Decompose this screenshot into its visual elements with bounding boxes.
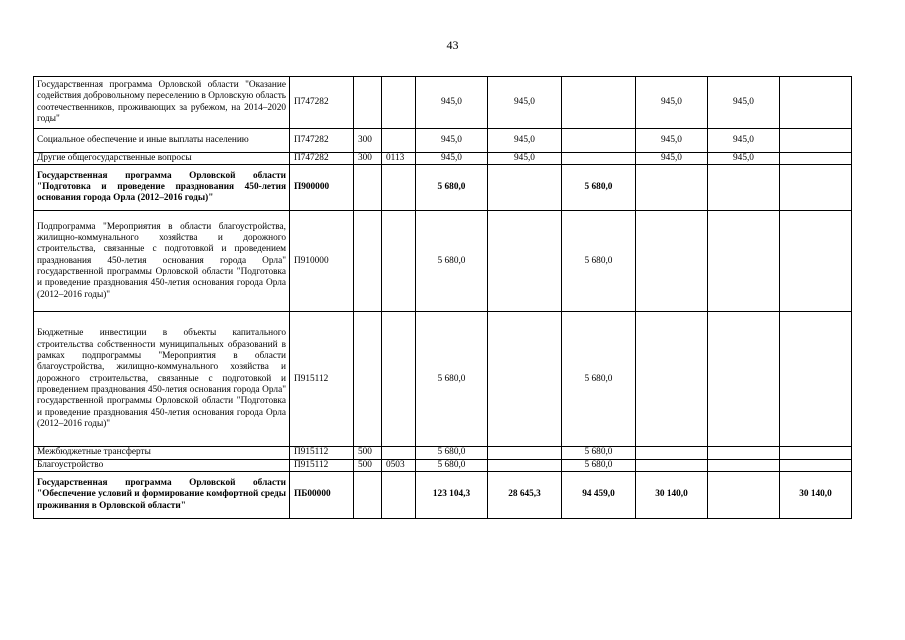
row-expense-type [354,77,382,129]
row-value-6: 30 140,0 [780,471,852,518]
row-value-4: 30 140,0 [636,471,708,518]
row-expense-type: 500 [354,447,382,459]
row-value-3: 94 459,0 [562,471,636,518]
row-value-6 [780,459,852,471]
row-value-2: 28 645,3 [488,471,562,518]
row-value-5 [708,312,780,447]
row-description: Другие общегосударственные вопросы [34,153,290,165]
row-value-2 [488,459,562,471]
row-total: 5 680,0 [416,459,488,471]
row-value-6 [780,447,852,459]
row-value-6 [780,77,852,129]
row-value-4: 945,0 [636,129,708,153]
row-value-4 [636,312,708,447]
row-section [382,77,416,129]
row-value-5 [708,165,780,211]
row-description: Межбюджетные трансферты [34,447,290,459]
row-value-5 [708,211,780,312]
table-body [34,77,852,519]
row-total: 5 680,0 [416,447,488,459]
row-value-3 [562,77,636,129]
row-total: 5 680,0 [416,211,488,312]
table-row [34,77,852,129]
row-section [382,165,416,211]
row-value-6 [780,153,852,165]
row-section [382,129,416,153]
row-section: 0113 [382,153,416,165]
row-expense-type: 300 [354,129,382,153]
row-code: П915112 [290,312,354,447]
row-value-4: 945,0 [636,153,708,165]
row-section [382,447,416,459]
table-row [34,129,852,153]
row-expense-type: 300 [354,153,382,165]
row-value-5: 945,0 [708,129,780,153]
row-total: 123 104,3 [416,471,488,518]
row-total: 945,0 [416,153,488,165]
table-row [34,211,852,312]
row-value-4: 945,0 [636,77,708,129]
table-row [34,312,852,447]
table-row [34,459,852,471]
row-value-2: 945,0 [488,153,562,165]
row-code: П910000 [290,211,354,312]
row-description: Государственная программа Орловской области "Обеспечение условий и формирование комфортной среды проживания в Орловской области" [34,471,290,518]
row-value-3: 5 680,0 [562,312,636,447]
row-expense-type [354,165,382,211]
row-value-2 [488,312,562,447]
row-value-5 [708,471,780,518]
row-section [382,211,416,312]
row-total: 945,0 [416,129,488,153]
row-expense-type [354,471,382,518]
table-row [34,471,852,518]
table-row [34,447,852,459]
row-expense-type [354,312,382,447]
row-value-2 [488,165,562,211]
row-value-2: 945,0 [488,129,562,153]
row-expense-type: 500 [354,459,382,471]
row-section [382,471,416,518]
row-value-5: 945,0 [708,77,780,129]
row-code: П915112 [290,459,354,471]
row-value-3: 5 680,0 [562,211,636,312]
row-code: П747282 [290,77,354,129]
row-code: П900000 [290,165,354,211]
row-value-3: 5 680,0 [562,165,636,211]
row-value-4 [636,447,708,459]
table-row [34,165,852,211]
row-value-4 [636,165,708,211]
row-value-2: 945,0 [488,77,562,129]
row-section: 0503 [382,459,416,471]
budget-table [33,76,852,519]
row-value-3 [562,129,636,153]
row-value-6 [780,312,852,447]
row-value-3: 5 680,0 [562,447,636,459]
row-code: П747282 [290,153,354,165]
row-value-2 [488,211,562,312]
row-description: Бюджетные инвестиции в объекты капитального строительства собственности муниципальных образований в рамках подпрограммы "Мероприятия в области благоустройства, жилищно-коммунального хозяйства и дорожного строительства, связанные с подготовкой и проведением празднования 450-летия основания города Орла" государственной программы Орловской области "Подготовка и проведение празднования 450-летия основания города Орла (2012–2016 годы)" [34,312,290,447]
row-description: Благоустройство [34,459,290,471]
row-value-5 [708,459,780,471]
row-code: П915112 [290,447,354,459]
table-row [34,153,852,165]
row-description: Социальное обеспечение и иные выплаты населению [34,129,290,153]
row-code: ПБ00000 [290,471,354,518]
row-value-6 [780,165,852,211]
row-value-5 [708,447,780,459]
row-description: Государственная программа Орловской области "Оказание содействия добровольному переселению в Орловскую область соотечественников, проживающих за рубежом, на 2014–2020 годы" [34,77,290,129]
row-description: Государственная программа Орловской области "Подготовка и проведение празднования 450-летия основания города Орла (2012–2016 годы)" [34,165,290,211]
row-value-4 [636,459,708,471]
row-value-6 [780,211,852,312]
row-value-3 [562,153,636,165]
row-section [382,312,416,447]
row-expense-type [354,211,382,312]
row-code: П747282 [290,129,354,153]
page-number: 43 [446,38,459,52]
row-total: 5 680,0 [416,312,488,447]
row-value-4 [636,211,708,312]
row-description: Подпрограмма "Мероприятия в области благоустройства, жилищно-коммунального хозяйства и дорожного строительства, связанные с подготовкой и проведением празднования 450-летия основания города Орла" государственной программы Орловской области "Подготовка и проведение празднования 450-летия основания города Орла (2012–2016 годы)" [34,211,290,312]
row-value-3: 5 680,0 [562,459,636,471]
row-value-5: 945,0 [708,153,780,165]
row-total: 945,0 [416,77,488,129]
row-value-2 [488,447,562,459]
row-value-6 [780,129,852,153]
row-total: 5 680,0 [416,165,488,211]
